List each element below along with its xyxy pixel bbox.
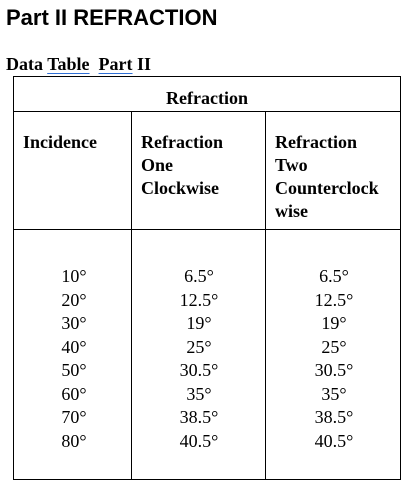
- refraction-one-cell: 25°: [186, 336, 212, 357]
- incidence-cell: 70°: [61, 407, 87, 427]
- refraction-one-cell: 38.5°: [179, 407, 219, 427]
- incidence-cell: 30°: [61, 313, 87, 333]
- refraction-one-cell: 6.5°: [184, 266, 214, 286]
- incidence-cell: 60°: [61, 383, 87, 404]
- caption-word-numeral: II: [137, 54, 152, 74]
- caption-word-table: Table: [47, 54, 90, 74]
- column-divider-2: [265, 111, 266, 479]
- refraction-one-column: [154, 265, 244, 453]
- header-incidence: Incidence: [23, 132, 97, 152]
- refraction-one-cell: 12.5°: [179, 289, 219, 310]
- page-heading: Part II REFRACTION: [6, 5, 218, 30]
- refraction-two-cell: 30.5°: [314, 360, 354, 380]
- header-refraction-two: [275, 131, 379, 223]
- refraction-two-column: [289, 265, 379, 453]
- table-title: Refraction: [166, 88, 248, 108]
- refraction-two-cell: 6.5°: [319, 266, 349, 286]
- incidence-cell: 80°: [61, 430, 87, 451]
- refraction-two-cell: 35°: [321, 383, 347, 404]
- refraction-two-cell: 19°: [321, 313, 347, 333]
- incidence-cell: 50°: [61, 360, 87, 380]
- data-table: [13, 76, 401, 480]
- caption-word-data: Data: [6, 54, 43, 74]
- refraction-one-cell: 35°: [186, 383, 212, 404]
- caption-word-part: Part: [98, 54, 133, 74]
- incidence-column: [44, 265, 104, 453]
- header-divider: [14, 229, 400, 230]
- incidence-cell: 10°: [61, 266, 87, 286]
- header-refraction-two-line: Refraction: [275, 132, 357, 152]
- refraction-two-cell: 40.5°: [314, 430, 354, 451]
- header-refraction-one-line: One: [141, 155, 174, 175]
- incidence-cell: 20°: [61, 289, 87, 310]
- header-refraction-two-line: wise: [275, 201, 308, 221]
- header-refraction-one-line: Refraction: [141, 132, 223, 152]
- header-refraction-one-line: Clockwise: [141, 178, 219, 198]
- refraction-two-cell: 25°: [321, 336, 347, 357]
- refraction-two-cell: 38.5°: [314, 407, 354, 427]
- table-caption: [6, 53, 151, 75]
- refraction-two-cell: 12.5°: [314, 289, 354, 310]
- refraction-one-cell: 40.5°: [179, 430, 219, 451]
- column-divider-1: [131, 111, 132, 479]
- header-refraction-two-line: Two: [275, 155, 308, 175]
- title-divider: [14, 111, 400, 112]
- header-refraction-two-line: Counterclock: [275, 178, 379, 198]
- refraction-one-cell: 19°: [186, 313, 212, 333]
- refraction-one-cell: 30.5°: [179, 360, 219, 380]
- incidence-cell: 40°: [61, 336, 87, 357]
- header-refraction-one: [141, 131, 223, 200]
